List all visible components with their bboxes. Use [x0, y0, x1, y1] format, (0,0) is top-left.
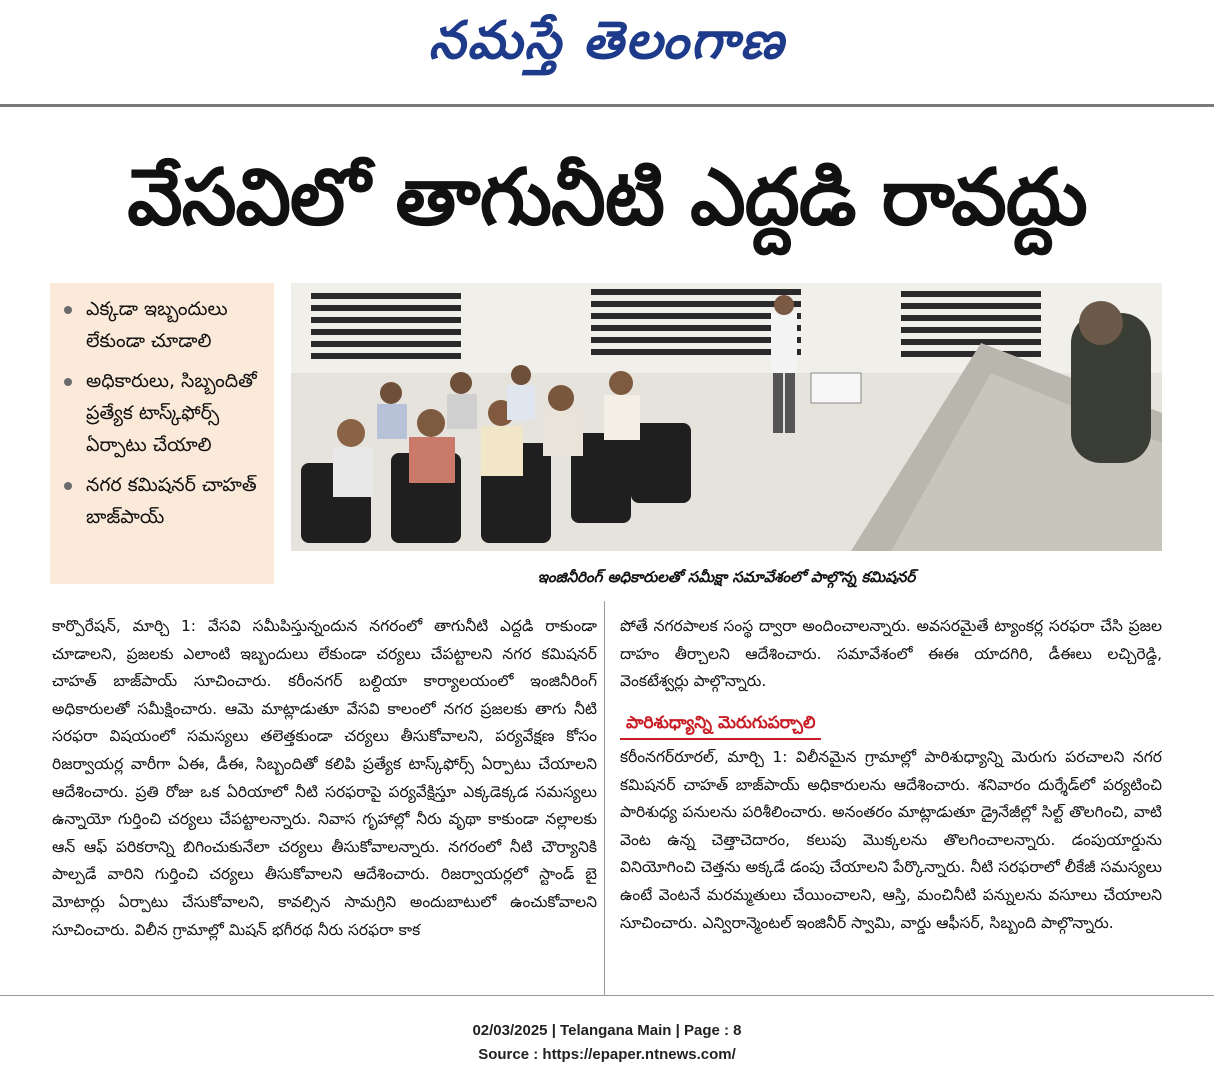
- footer-edition: 02/03/2025 | Telangana Main | Page : 8: [472, 1022, 742, 1039]
- highlight-item: [64, 469, 268, 533]
- footer-source: Source : https://epaper.ntnews.com/: [478, 1046, 736, 1063]
- highlight-text: అధికారులు, సిబ్బందితో ప్రత్యేక టాస్క్‌ఫోర్స్ ఏర్పాటు చేయాలి: [86, 370, 257, 456]
- article-body-right: పోతే నగరపాలక సంస్థ ద్వారా అందించాలన్నారు. అవసరమైతే ట్యాంకర్ల సరఫరా చేసి ప్రజల దాహం తీర్చాలని ఆదేశించారు. సమావేశంలో ఈఈ యాదగిరి, డీఈలు లచ్చిరెడ్డి, వెంకటేశ్వర్లు పాల్గొన్నారు.: [620, 617, 1162, 691]
- masthead-logo: నమస్తే తెలంగాణ: [428, 10, 786, 71]
- bullet-icon: [64, 306, 72, 314]
- bullet-icon: [64, 482, 72, 490]
- meeting-photo-illustration: [291, 283, 1162, 551]
- highlights-box: [50, 283, 274, 584]
- masthead-rule: [0, 104, 1214, 107]
- photo-caption: ఇంజినీరింగ్ అధికారులతో సమీక్షా సమావేశంలో పాల్గొన్న కమిషనర్: [537, 568, 916, 586]
- meeting-photo: [291, 283, 1162, 551]
- column-divider: [604, 601, 605, 995]
- highlight-item: [64, 365, 268, 461]
- sub-article-body: కరీంనగర్‌రూరల్, మార్చి 1: విలీనమైన గ్రామాల్లో పారిశుధ్యాన్ని మెరుగు పరచాలని నగర కమిషనర్ చాహత్ బాజ్‌పాయ్ అధికారులను ఆదేశించారు. శనివారం దుర్శేడ్‌లో పర్యటించి పారిశుధ్య పనులను పరిశీలించారు. అనంతరం మాట్లాడుతూ డ్రైనేజీల్లో సిల్ట్ తొలగించి, వాటి వెంట ఉన్న చెత్తాచెదారం, కలుపు మొక్కలను తొలగించాలన్నారు. డంపుయార్డును వినియోగించి చెత్తను అక్కడే డంపు చేయాలని పేర్కొన్నారు. నీటి సరఫరాలో లీకేజీ సమస్యలు ఉంటే వెంటనే మరమ్మతులు చేయించాలని, ఆస్తి, మంచినీటి పన్నులను వసూలు చేయాలని సూచించారు. ఎన్విరాన్మెంటల్ ఇంజినీర్ స్వామి, వార్డు ఆఫీసర్, సిబ్బంది పాల్గొన్నారు.: [620, 748, 1162, 932]
- headline: వేసవిలో తాగునీటి ఎద్దడి రావద్దు: [127, 153, 1087, 243]
- highlight-text: నగర కమిషనర్ చాహత్ బాజ్‌పాయ్: [86, 474, 257, 528]
- sub-article-heading: పారిశుధ్యాన్ని మెరుగుపర్చాలి: [620, 708, 821, 740]
- highlight-item: [64, 293, 268, 357]
- highlight-text: ఎక్కడా ఇబ్బందులు లేకుండా చూడాలి: [86, 298, 228, 352]
- footer-rule: [0, 995, 1214, 996]
- bullet-icon: [64, 378, 72, 386]
- article-body-left: కార్పొరేషన్, మార్చి 1: వేసవి సమీపిస్తున్నందున నగరంలో తాగునీటి ఎద్దడి రాకుండా చూడాలని, ప్రజలకు ఎలాంటి ఇబ్బందులు లేకుండా చర్యలు చేపట్టాలని నగర కమిషనర్ చాహత్ బాజ్‌పాయ్ సూచించారు. కరీంనగర్ బల్దియా కార్యాలయంలో ఇంజినీరింగ్ అధికారులతో సమీక్షించారు. ఆమె మాట్లాడుతూ వేసవి కాలంలో నగర ప్రజలకు తాగు నీటి సరఫరా విషయంలో సమస్యలు తలెత్తకుండా చర్యలు తీసుకోవాలని, పర్యవేక్షణ కోసం రిజర్వాయర్ల వారీగా ఏఈ, డీఈ, సిబ్బందితో కలిపి ప్రత్యేక టాస్క్‌ఫోర్స్ ఏర్పాటు చేయాలని ఆదేశించారు. ప్రతి రోజు ఒక ఏరియాలో నీటి సరఫరాపై పర్యవేక్షిస్తూ ఎక్కడెక్కడ సమస్యలు ఉన్నాయో గుర్తించి చర్యలు చేపట్టాలన్నారు. నివాస గృహాల్లో నీరు వృథా కాకుండా నల్లాలకు ఆన్ ఆఫ్ పరికరాన్ని బిగించుకునేలా చర్యలు తీసుకోవాలన్నారు. నగరంలో నీటి చౌర్యానికి పాల్పడే వారిని గుర్తించి చర్యలు తీసుకోవాలని ఆదేశించారు. రిజర్వాయర్లలో స్టాండ్ బై మోటార్లు ఏర్పాటు చేసుకోవాలని, కావల్సిన సామగ్రిని అందుబాటులో ఉంచుకోవాలని సూచించారు. విలీన గ్రామాల్లో మిషన్ భగీరథ నీరు సరఫరా కాక: [52, 617, 597, 939]
